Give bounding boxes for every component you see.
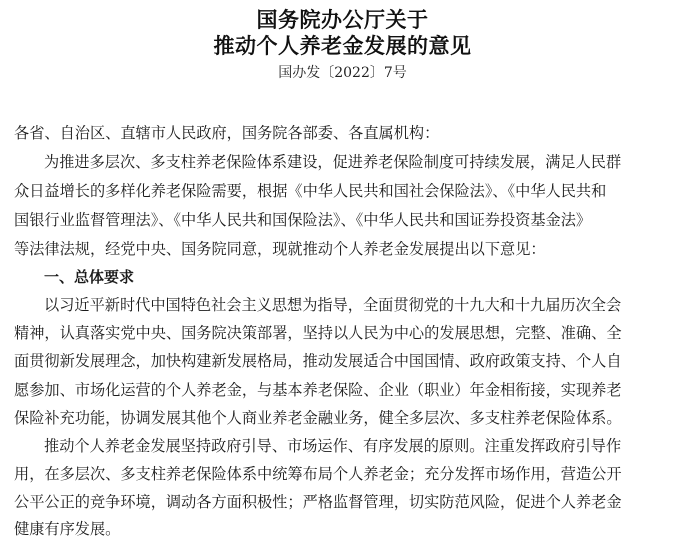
paragraph-1-line: 以习近平新时代中国特色社会主义思想为指导，全面贯彻党的十九大和十九届历次全会 <box>44 296 622 314</box>
paragraph-1-line: 愿参加、市场化运营的个人养老金，与基本养老保险、企业（职业）年金相衔接，实现养老 <box>14 381 622 399</box>
document-title-line-1: 国务院办公厅关于 <box>256 8 429 32</box>
intro-line: 为推进多层次、多支柱养老保险体系建设，促进养老保险制度可持续发展，满足人民群 <box>44 153 622 171</box>
salutation: 各省、自治区、直辖市人民政府，国务院各部委、各直属机构： <box>14 124 440 142</box>
paragraph-2-line: 推动个人养老金发展坚持政府引导、市场运作、有序发展的原则。注重发挥政府引导作 <box>44 437 622 455</box>
paragraph-1-line: 保险补充功能，协调发展其他个人商业养老金融业务，健全多层次、多支柱养老保险体系。 <box>14 409 622 427</box>
intro-line: 等法律法规，经党中央、国务院同意，现就推动个人养老金发展提出以下意见： <box>14 240 546 258</box>
paragraph-1-line: 精神，认真落实党中央、国务院决策部署，坚持以人民为中心的发展思想，完整、准确、全 <box>14 324 622 342</box>
paragraph-2-line: 健康有序发展。 <box>14 520 121 538</box>
intro-line: 众日益增长的多样化养老保险需要，根据《中华人民共和国社会保险法》、《中华人民共和 <box>14 182 607 200</box>
paragraph-1-line: 面贯彻新发展理念，加快构建新发展格局，推动发展适合中国国情、政府政策支持、个人自 <box>14 352 622 370</box>
intro-line: 国银行业监督管理法》、《中华人民共和国保险法》、《中华人民共和国证券投资基金法》 <box>14 211 592 229</box>
document-title-line-2: 推动个人养老金发展的意见 <box>213 34 472 58</box>
document-number: 国办发〔2022〕7号 <box>278 65 407 81</box>
section-heading: 一、总体要求 <box>44 268 135 286</box>
paragraph-2-line: 用，在多层次、多支柱养老保险体系中统筹布局个人养老金；充分发挥市场作用，营造公开 <box>14 465 622 483</box>
paragraph-2-line: 公平公正的竞争环境，调动各方面积极性；严格监督管理，切实防范风险，促进个人养老金 <box>14 493 622 511</box>
